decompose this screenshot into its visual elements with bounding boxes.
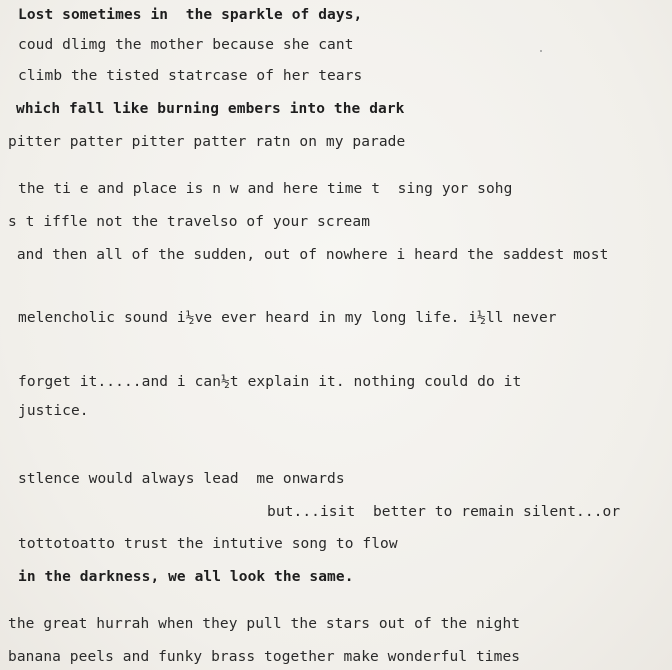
poem-line-3: climb the tisted statrcase of her tears <box>18 68 363 84</box>
poem-line-5: pitter patter pitter patter ratn on my parade <box>8 134 406 150</box>
poem-line-6: the ti e and place is n w and here time t sing yor sohg <box>18 181 513 197</box>
poem-line-8: and then all of the sudden, out of nowhere i heard the saddest most <box>8 247 609 263</box>
poem-line-15: in the darkness, we all look the same. <box>18 569 354 585</box>
poem-line-17: banana peels and funky brass together make wonderful times <box>8 649 521 665</box>
poem-line-7: s t iffle not the travelso of your scream <box>8 214 371 230</box>
poem-line-16: the great hurrah when they pull the stars out of the night <box>8 616 521 632</box>
poem-line-14: tottotoatto trust the intutive song to flow <box>18 536 398 552</box>
poem-line-4: which fall like burning embers into the dark <box>16 101 405 117</box>
poem-line-13: but...isit better to remain silent...or <box>267 504 621 520</box>
poem-line-10: forget it.....and i can½t explain it. nothing could do it <box>18 374 522 390</box>
poem-line-1: Lost sometimes in the sparkle of days, <box>18 7 363 23</box>
paper-speck <box>540 50 542 52</box>
poem-line-2: coud dlimg the mother because she cant <box>18 37 354 53</box>
poem-line-11: justice. <box>18 403 89 419</box>
poem-line-12: stlence would always lead me onwards <box>18 471 345 487</box>
poem-line-9: melencholic sound i½ve ever heard in my long life. i½ll never <box>18 310 557 326</box>
